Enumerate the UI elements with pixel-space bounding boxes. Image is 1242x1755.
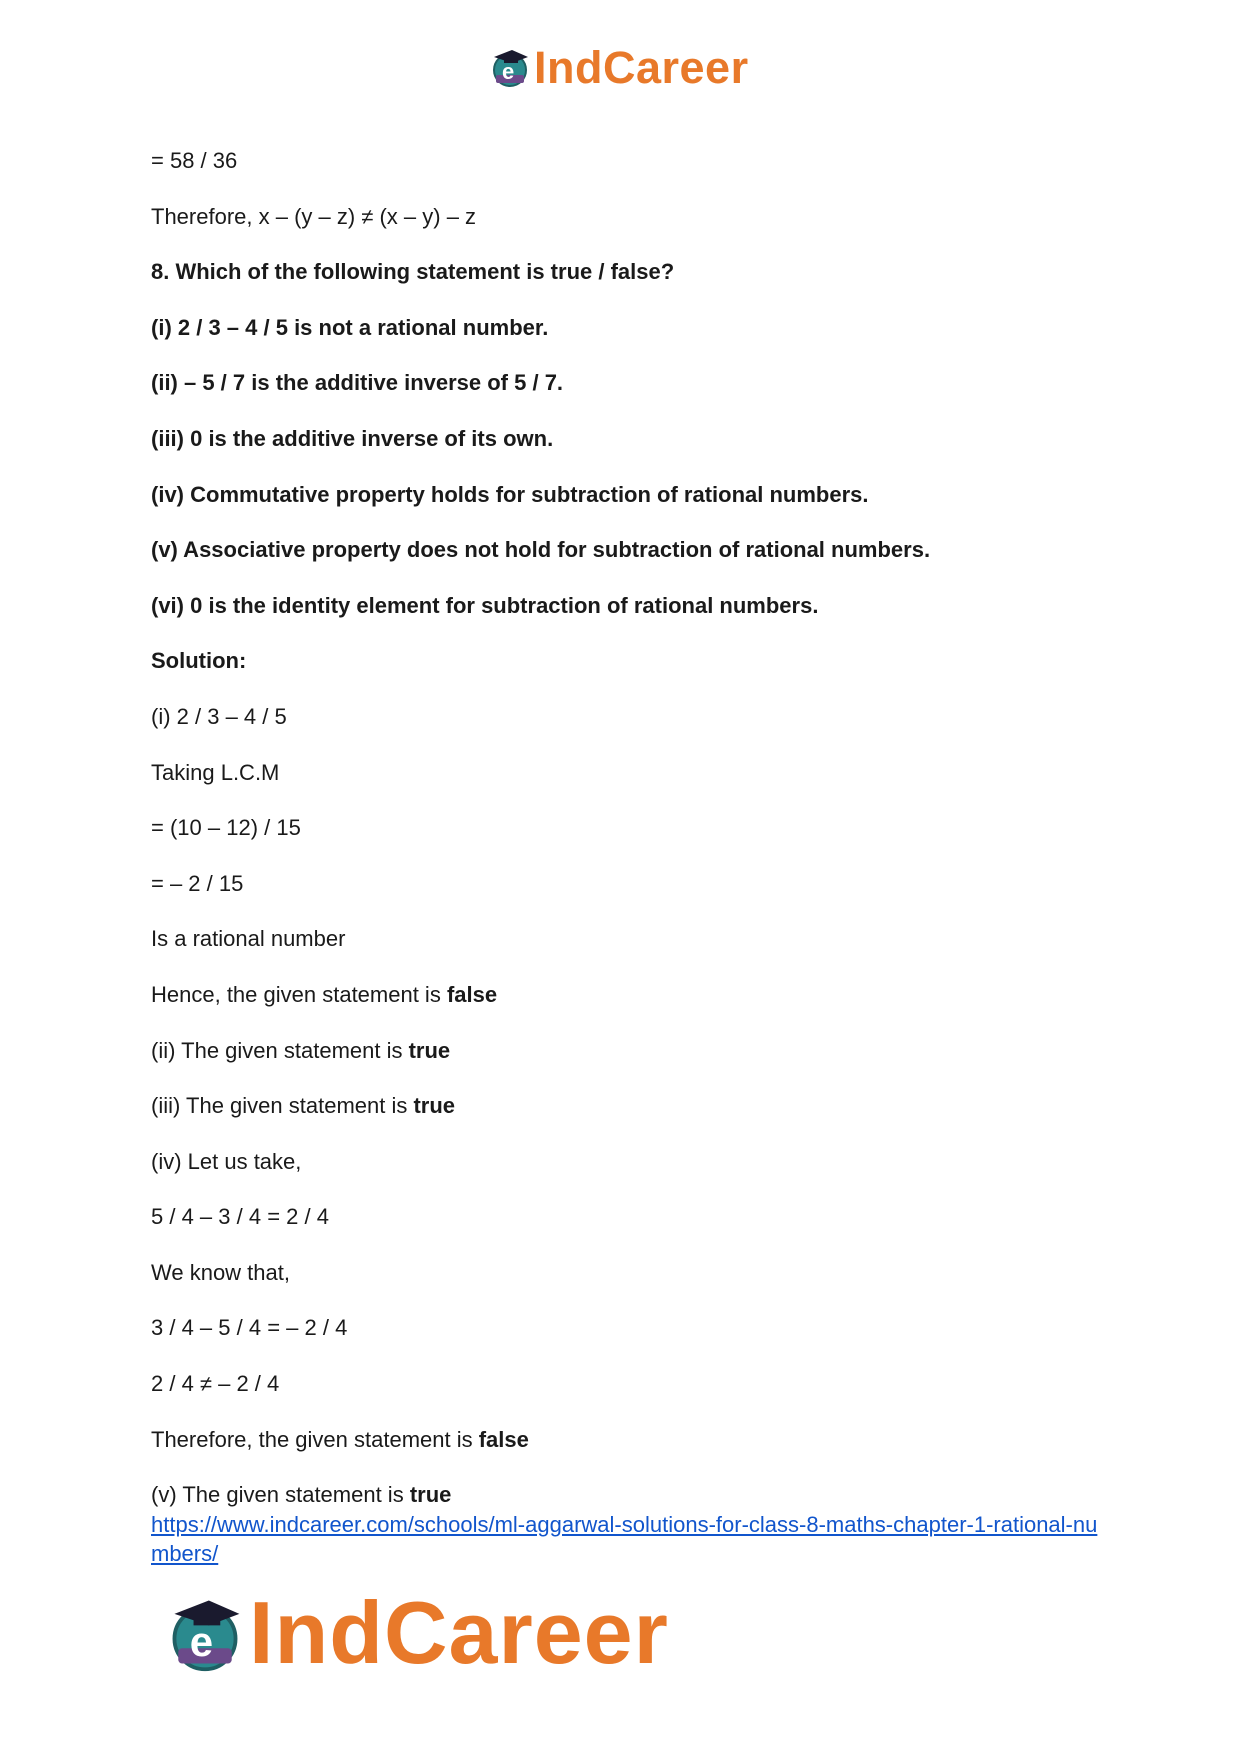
text-line-content: (ii) – 5 / 7 is the additive inverse of 5 / 7.	[151, 370, 564, 396]
text-line-content: = 58 / 36	[151, 148, 238, 173]
text-line	[151, 1149, 1111, 1175]
graduation-globe-icon	[488, 45, 532, 89]
text-line-content: 5 / 4 – 3 / 4 = 2 / 4	[151, 1204, 329, 1230]
text-line	[151, 1315, 1111, 1341]
text-line	[151, 537, 1111, 563]
text-line	[151, 426, 1111, 452]
text-line	[151, 315, 1111, 341]
text-line	[151, 1093, 1111, 1119]
text-line-content: (iii) The given statement is	[151, 1093, 414, 1119]
text-line	[151, 704, 1111, 730]
text-line-content: (iv) Let us take,	[151, 1148, 302, 1174]
text-line	[151, 1482, 1111, 1508]
header-logo-text: IndCareer	[534, 41, 749, 93]
text-line	[151, 1260, 1111, 1286]
text-line-content: 2 / 4 ≠ – 2 / 4	[151, 1371, 280, 1397]
text-line-content: (iv) Commutative property holds for subtraction of rational numbers.	[151, 481, 869, 507]
source-link-block	[151, 1510, 1111, 1568]
answer-verdict: true	[413, 1093, 456, 1119]
text-line	[151, 815, 1111, 841]
footer-logo-text: IndCareer	[249, 1583, 669, 1682]
text-line	[151, 204, 1111, 230]
text-line	[151, 1427, 1111, 1453]
answer-verdict: false	[446, 981, 498, 1007]
text-line	[151, 370, 1111, 396]
text-line-content: Therefore, the given statement is	[151, 1426, 479, 1452]
text-line-content: = – 2 / 15	[151, 870, 244, 896]
answer-verdict: true	[408, 1037, 451, 1063]
text-line-content: Solution:	[151, 648, 247, 674]
text-line	[151, 926, 1111, 952]
answer-verdict: true	[409, 1482, 452, 1508]
footer-logo	[163, 1583, 669, 1682]
text-line-content: (v) The given statement is	[151, 1482, 410, 1508]
text-line	[151, 593, 1111, 619]
text-line-content: 8. Which of the following statement is true / false?	[151, 259, 675, 285]
svg-text:e: e	[502, 59, 515, 84]
text-line-content: (v) Associative property does not hold for subtraction of rational numbers.	[151, 537, 931, 563]
text-line-content: (iii) 0 is the additive inverse of its own.	[151, 425, 554, 451]
text-line-content: (i) 2 / 3 – 4 / 5	[151, 703, 287, 729]
text-line	[151, 259, 1111, 285]
svg-text:e: e	[189, 1617, 214, 1665]
text-line-content: (ii) The given statement is	[151, 1037, 409, 1063]
graduation-globe-icon	[163, 1591, 247, 1675]
text-line	[151, 1371, 1111, 1397]
text-line	[151, 871, 1111, 897]
text-line	[151, 148, 1111, 174]
text-line-content: Taking L.C.M	[151, 759, 280, 785]
text-line-content: Hence, the given statement is	[151, 981, 447, 1007]
text-line	[151, 1038, 1111, 1064]
text-line-content: 3 / 4 – 5 / 4 = – 2 / 4	[151, 1315, 348, 1341]
text-line-content: (vi) 0 is the identity element for subtraction of rational numbers.	[151, 592, 819, 618]
text-line-content: Therefore, x – (y – z) ≠ (x – y) – z	[151, 203, 477, 229]
text-line	[151, 982, 1111, 1008]
text-line	[151, 482, 1111, 508]
text-line-content: = (10 – 12) / 15	[151, 815, 301, 841]
answer-verdict: false	[478, 1426, 529, 1452]
text-line-content: We know that,	[151, 1259, 290, 1285]
source-link[interactable]: https://www.indcareer.com/schools/ml-aggarwal-solutions-for-class-8-maths-chapter-1-rational-numbers/	[151, 1512, 1098, 1566]
text-line-content: (i) 2 / 3 – 4 / 5 is not a rational number.	[151, 314, 549, 340]
text-line-content: Is a rational number	[151, 926, 346, 952]
text-line	[151, 1204, 1111, 1230]
header-logo	[488, 42, 749, 92]
document-body	[151, 148, 1111, 1538]
text-line	[151, 760, 1111, 786]
text-line	[151, 648, 1111, 674]
